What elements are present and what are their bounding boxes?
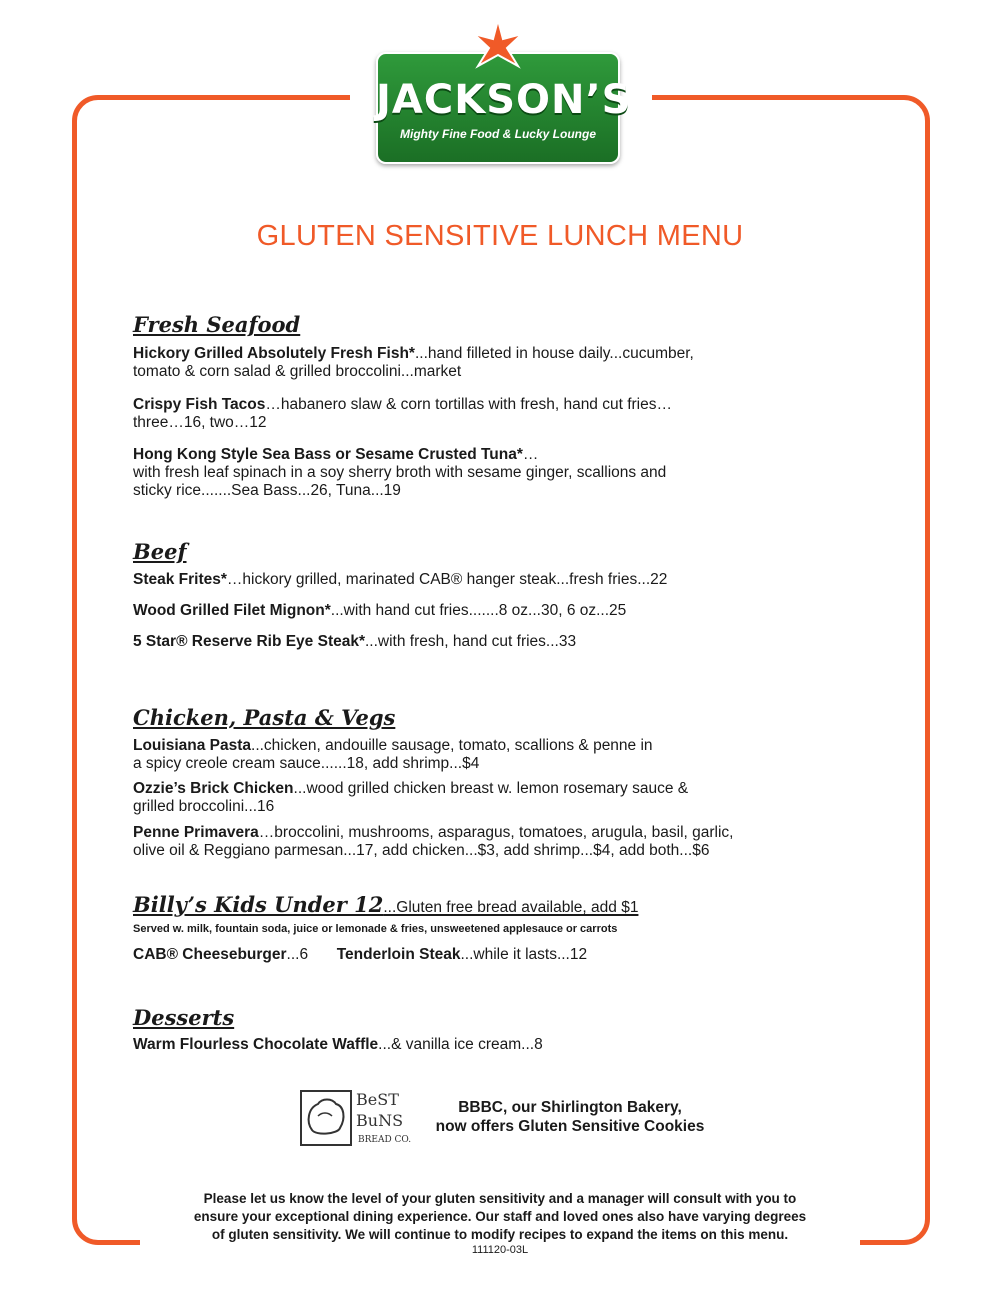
item-desc: ...with hand cut fries.......8 oz...30, 6 oz...25: [330, 602, 627, 619]
menu-item-brick-chicken: [133, 780, 793, 816]
section-heading-kids: [133, 893, 638, 920]
section-heading-chicken-pasta-vegs: Chicken, Pasta & Vegs: [133, 705, 396, 730]
section-heading-fresh-seafood: Fresh Seafood: [133, 312, 301, 337]
item-desc: ...hand filleted in house daily...cucumber,: [414, 345, 694, 362]
page-title: GLUTEN SENSITIVE LUNCH MENU: [256, 220, 744, 252]
item-name: Hong Kong Style Sea Bass or Sesame Crusted Tuna*: [133, 446, 523, 463]
item-desc: …hickory grilled, marinated CAB® hanger steak...fresh fries...22: [226, 571, 668, 588]
item-name: 5 Star® Reserve Rib Eye Steak*: [133, 633, 365, 650]
item-desc: …habanero slaw & corn tortillas with fresh, hand cut fries…: [265, 396, 673, 413]
bakery-note: [425, 1098, 715, 1136]
bakery-line1: BBBC, our Shirlington Bakery,: [458, 1099, 682, 1116]
menu-item-louisiana-pasta: [133, 737, 793, 773]
menu-border-frame: [72, 95, 930, 1245]
bakery-line2: now offers Gluten Sensitive Cookies: [435, 1118, 705, 1135]
item-desc: ...& vanilla ice cream...8: [378, 1036, 543, 1053]
item-desc: ...chicken, andouille sausage, tomato, scallions & penne in: [251, 737, 653, 754]
item-desc: ...while it lasts...12: [460, 946, 588, 963]
kids-items-row: [133, 946, 793, 964]
item-desc: ...6: [286, 946, 309, 963]
item-desc-line2: olive oil & Reggiano parmesan...17, add chicken...$3, add shrimp...$4, add both...$6: [133, 842, 710, 859]
disclaimer-line1: Please let us know the level of your gluten sensitivity and a manager will consult with you to: [203, 1191, 797, 1206]
gluten-disclaimer: [150, 1190, 850, 1244]
logo-name: JACKSON’S: [376, 77, 632, 123]
item-name: Warm Flourless Chocolate Waffle: [133, 1036, 379, 1053]
logo-text-buns: BuNS: [356, 1111, 404, 1130]
menu-item-hickory-fish: [133, 345, 793, 381]
item-name: Louisiana Pasta: [133, 737, 252, 754]
logo-text-best: BeST: [356, 1090, 399, 1109]
item-desc-line2: grilled broccolini...16: [133, 798, 275, 815]
item-desc-line2: with fresh leaf spinach in a soy sherry broth with sesame ginger, scallions and: [133, 464, 667, 481]
item-desc: ...wood grilled chicken breast w. lemon rosemary sauce &: [293, 780, 689, 797]
item-desc-line2: a spicy creole cream sauce......18, add shrimp...$4: [133, 755, 480, 772]
menu-item-filet-mignon: [133, 602, 793, 620]
item-desc: …broccolini, mushrooms, asparagus, tomatoes, arugula, basil, garlic,: [258, 824, 734, 841]
item-desc: ...with fresh, hand cut fries...33: [365, 633, 577, 650]
menu-item-steak-frites: [133, 571, 793, 589]
item-desc-line2: tomato & corn salad & grilled broccolini...market: [133, 363, 462, 380]
disclaimer-line3: of gluten sensitivity. We will continue to modify recipes to expand the items on this menu.: [211, 1227, 789, 1242]
item-name: Ozzie’s Brick Chicken: [133, 780, 294, 797]
disclaimer-line2: ensure your exceptional dining experience. Our staff and loved ones also have varying degrees: [193, 1209, 807, 1224]
item-name: Steak Frites*: [133, 571, 227, 588]
item-name: Tenderloin Steak: [336, 946, 461, 963]
kids-bread-note: ...Gluten free bread available, add $1: [383, 899, 639, 916]
logo-text-breadco: BREAD CO.: [358, 1135, 412, 1145]
logo-tagline: Mighty Fine Food & Lucky Lounge: [400, 127, 596, 141]
kids-heading-text: Billy’s Kids Under 12: [133, 892, 384, 917]
menu-code: 111120-03L: [471, 1244, 529, 1256]
item-desc-line2: three…16, two…12: [133, 414, 267, 431]
section-heading-desserts: Desserts: [133, 1005, 235, 1030]
menu-item-chocolate-waffle: [133, 1036, 793, 1054]
section-heading-beef: Beef: [133, 539, 187, 564]
menu-item-rib-eye: [133, 633, 793, 651]
kids-served-note: Served w. milk, fountain soda, juice or lemonade & fries, unsweetened applesauce or carrots: [133, 923, 618, 935]
item-desc-line3: sticky rice.......Sea Bass...26, Tuna...19: [133, 482, 401, 499]
item-name: Wood Grilled Filet Mignon*: [133, 602, 331, 619]
menu-item-fish-tacos: [133, 396, 793, 432]
best-buns-logo: [300, 1088, 412, 1148]
item-name: Hickory Grilled Absolutely Fresh Fish*: [133, 345, 415, 362]
menu-item-penne-primavera: [133, 824, 793, 860]
star-icon: [472, 20, 524, 72]
item-name: Penne Primavera: [133, 824, 259, 841]
item-name: Crispy Fish Tacos: [133, 396, 266, 413]
item-name: CAB® Cheeseburger: [133, 946, 287, 963]
menu-item-sea-bass-tuna: [133, 446, 793, 500]
item-desc: …: [522, 446, 539, 463]
